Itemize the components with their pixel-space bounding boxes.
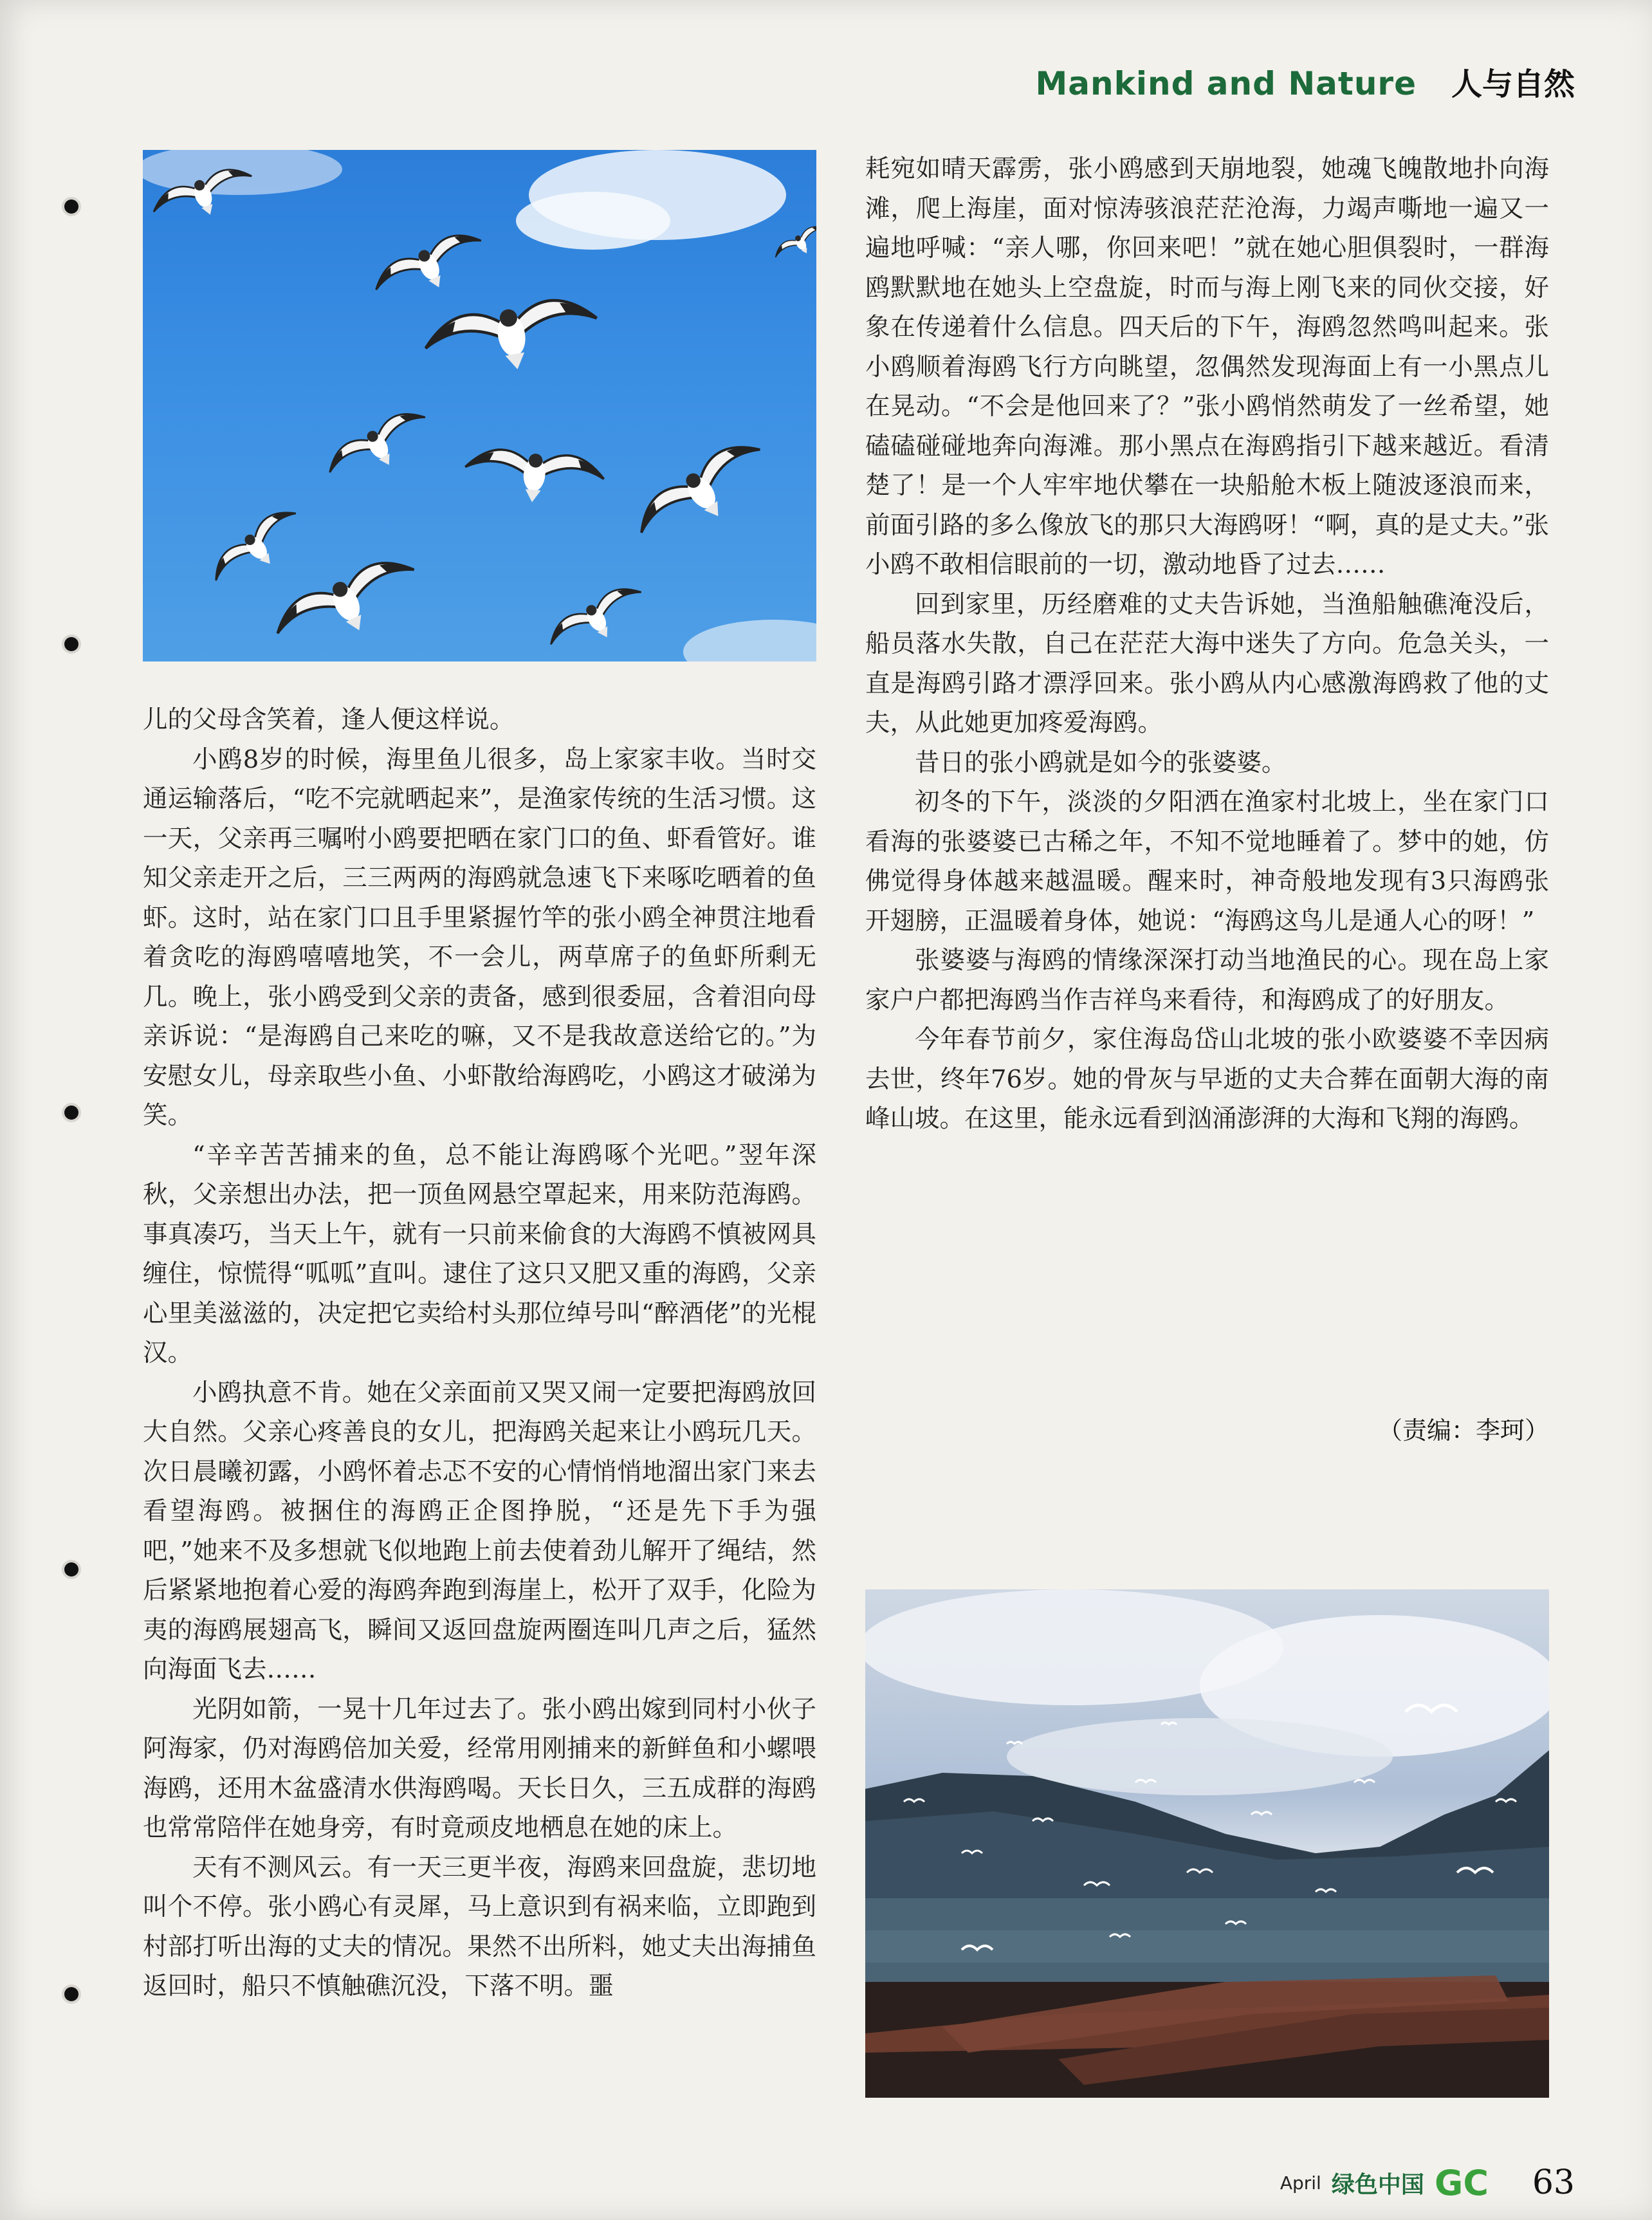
- section-header: [1036, 59, 1575, 104]
- binder-hole: [64, 637, 78, 651]
- binder-hole: [64, 1562, 78, 1577]
- article-column-left: [143, 700, 816, 2006]
- article-paragraph: 光阴如箭，一晃十几年过去了。张小鸥出嫁到同村小伙子阿海家，仍对海鸥倍加关爱，经常用刚捕来的新鲜鱼和小螺喂海鸥，还用木盆盛清水供海鸥喝。天长日久，三五成群的海鸥也常常陪伴在她身旁，有时竟顽皮地栖息在她的床上。: [143, 1694, 816, 1842]
- article-paragraph: 回到家里，历经磨难的丈夫告诉她，当渔船触礁淹没后，船员落水失散，自己在茫茫大海中迷失了方向。危急关头，一直是海鸥引路才漂浮回来。张小鸥从内心感激海鸥救了他的丈夫，从此她更加疼爱海鸥。: [865, 589, 1549, 737]
- binder-hole: [64, 1105, 78, 1120]
- article-paragraph: 儿的父母含笑着，逢人便这样说。: [143, 705, 515, 734]
- magazine-name: 绿色中国: [1331, 2171, 1424, 2198]
- article-paragraph: 初冬的下午，淡淡的夕阳洒在渔家村北坡上，坐在家门口看海的张婆婆已古稀之年，不知不觉地睡着了。梦中的她，仿佛觉得身体越来越温暖。醒来时，神奇般地发现有3只海鸥张开翅膀，正温暖着身体，她说：“海鸥这鸟儿是通人心的呀！”: [865, 788, 1549, 936]
- gc-logo-icon: [1435, 2165, 1505, 2200]
- seagulls-sky-photo: [143, 150, 816, 661]
- article-paragraph: “辛辛苦苦捕来的鱼，总不能让海鸥啄个光吧。”翌年深秋，父亲想出办法，把一顶鱼网悬空罩起来，用来防范海鸥。事真凑巧，当天上午，就有一只前来偷食的大海鸥不慎被网具缠住，惊慌得“呱呱”直叫。逮住了这只又肥又重的海鸥，父亲心里美滋滋的，决定把它卖给村头那位绰号叫“醉酒佬”的光棍汉。: [143, 1140, 816, 1367]
- page-number: 63: [1532, 2163, 1575, 2202]
- svg-text:GC: GC: [1434, 2165, 1489, 2200]
- article-paragraph: 昔日的张小鸥就是如今的张婆婆。: [915, 748, 1287, 777]
- article-paragraph: 小鸥执意不肯。她在父亲面前又哭又闹一定要把海鸥放回大自然。父亲心疼善良的女儿，把海鸥关起来让小鸥玩几天。次日晨曦初露，小鸥怀着忐忑不安的心情悄悄地溜出家门来去看望海鸥。被捆住的海鸥正企图挣脱，“还是先下手为强吧，”她来不及多想就飞似地跑上前去使着劲儿解开了绳结，然后紧紧地抱着心爱的海鸥奔跑到海崖上，松开了双手，化险为夷的海鸥展翅高飞，瞬间又返回盘旋两圈连叫几声之后，猛然向海面飞去……: [143, 1378, 816, 1684]
- editor-credit: （责编：李珂）: [1377, 1416, 1549, 1445]
- binder-hole: [64, 199, 78, 214]
- page-footer: [1280, 2163, 1575, 2202]
- article-paragraph: 小鸥8岁的时候，海里鱼儿很多，岛上家家丰收。当时交通运输落后，“吃不完就晒起来”，是渔家传统的生活习惯。这一天，父亲再三嘱咐小鸥要把晒在家门口的鱼、虾看管好。谁知父亲走开之后，三三两两的海鸥就急速飞下来啄吃晒着的鱼虾。这时，站在家门口且手里紧握竹竿的张小鸥全神贯注地看着贪吃的海鸥嘻嘻地笑，不一会儿，两草席子的鱼虾所剩无几。晚上，张小鸥受到父亲的责备，感到很委屈，含着泪向母亲诉说：“是海鸥自己来吃的嘛，又不是我故意送给它的。”为安慰女儿，母亲取些小鱼、小虾散给海鸥吃，小鸥这才破涕为笑。: [143, 745, 816, 1130]
- binder-hole: [64, 1987, 78, 2001]
- article-paragraph: 天有不测风云。有一天三更半夜，海鸥来回盘旋，悲切地叫个不停。张小鸥心有灵犀，马上意识到有祸来临，立即跑到村部打听出海的丈夫的情况。果然不出所料，她丈夫出海捕鱼返回时，船只不慎触礁沉没，下落不明。噩: [143, 1853, 816, 2001]
- section-title-en: Mankind and Nature: [1035, 65, 1417, 102]
- article-column-right: [865, 149, 1549, 1139]
- footer-month: April: [1280, 2172, 1321, 2194]
- lake-seagulls-boats-photo: [865, 1589, 1549, 2098]
- article-paragraph: 张婆婆与海鸥的情缘深深打动当地渔民的心。现在岛上家家户户都把海鸥当作吉祥鸟来看待，和海鸥成了的好朋友。: [865, 946, 1549, 1015]
- section-title-zh: 人与自然: [1451, 66, 1575, 102]
- article-paragraph: 今年春节前夕，家住海岛岱山北坡的张小欧婆婆不幸因病去世，终年76岁。她的骨灰与早逝的丈夫合葬在面朝大海的南峰山坡。在这里，能永远看到汹涌澎湃的大海和飞翔的海鸥。: [865, 1025, 1549, 1133]
- article-paragraph: 耗宛如晴天霹雳，张小鸥感到天崩地裂，她魂飞魄散地扑向海滩，爬上海崖，面对惊涛骇浪茫茫沧海，力竭声嘶地一遍又一遍地呼喊：“亲人哪，你回来吧！”就在她心胆俱裂时，一群海鸥默默地在她头上空盘旋，时而与海上刚飞来的同伙交接，好象在传递着什么信息。四天后的下午，海鸥忽然鸣叫起来。张小鸥顺着海鸥飞行方向眺望，忽偶然发现海面上有一小黑点儿在晃动。“不会是他回来了？”张小鸥悄然萌发了一丝希望，她磕磕碰碰地奔向海滩。那小黑点在海鸥指引下越来越近。看清楚了！是一个人牢牢地伏攀在一块船舱木板上随波逐浪而来，前面引路的多么像放飞的那只大海鸥呀！“啊，真的是丈夫。”张小鸥不敢相信眼前的一切，激动地昏了过去……: [865, 154, 1549, 579]
